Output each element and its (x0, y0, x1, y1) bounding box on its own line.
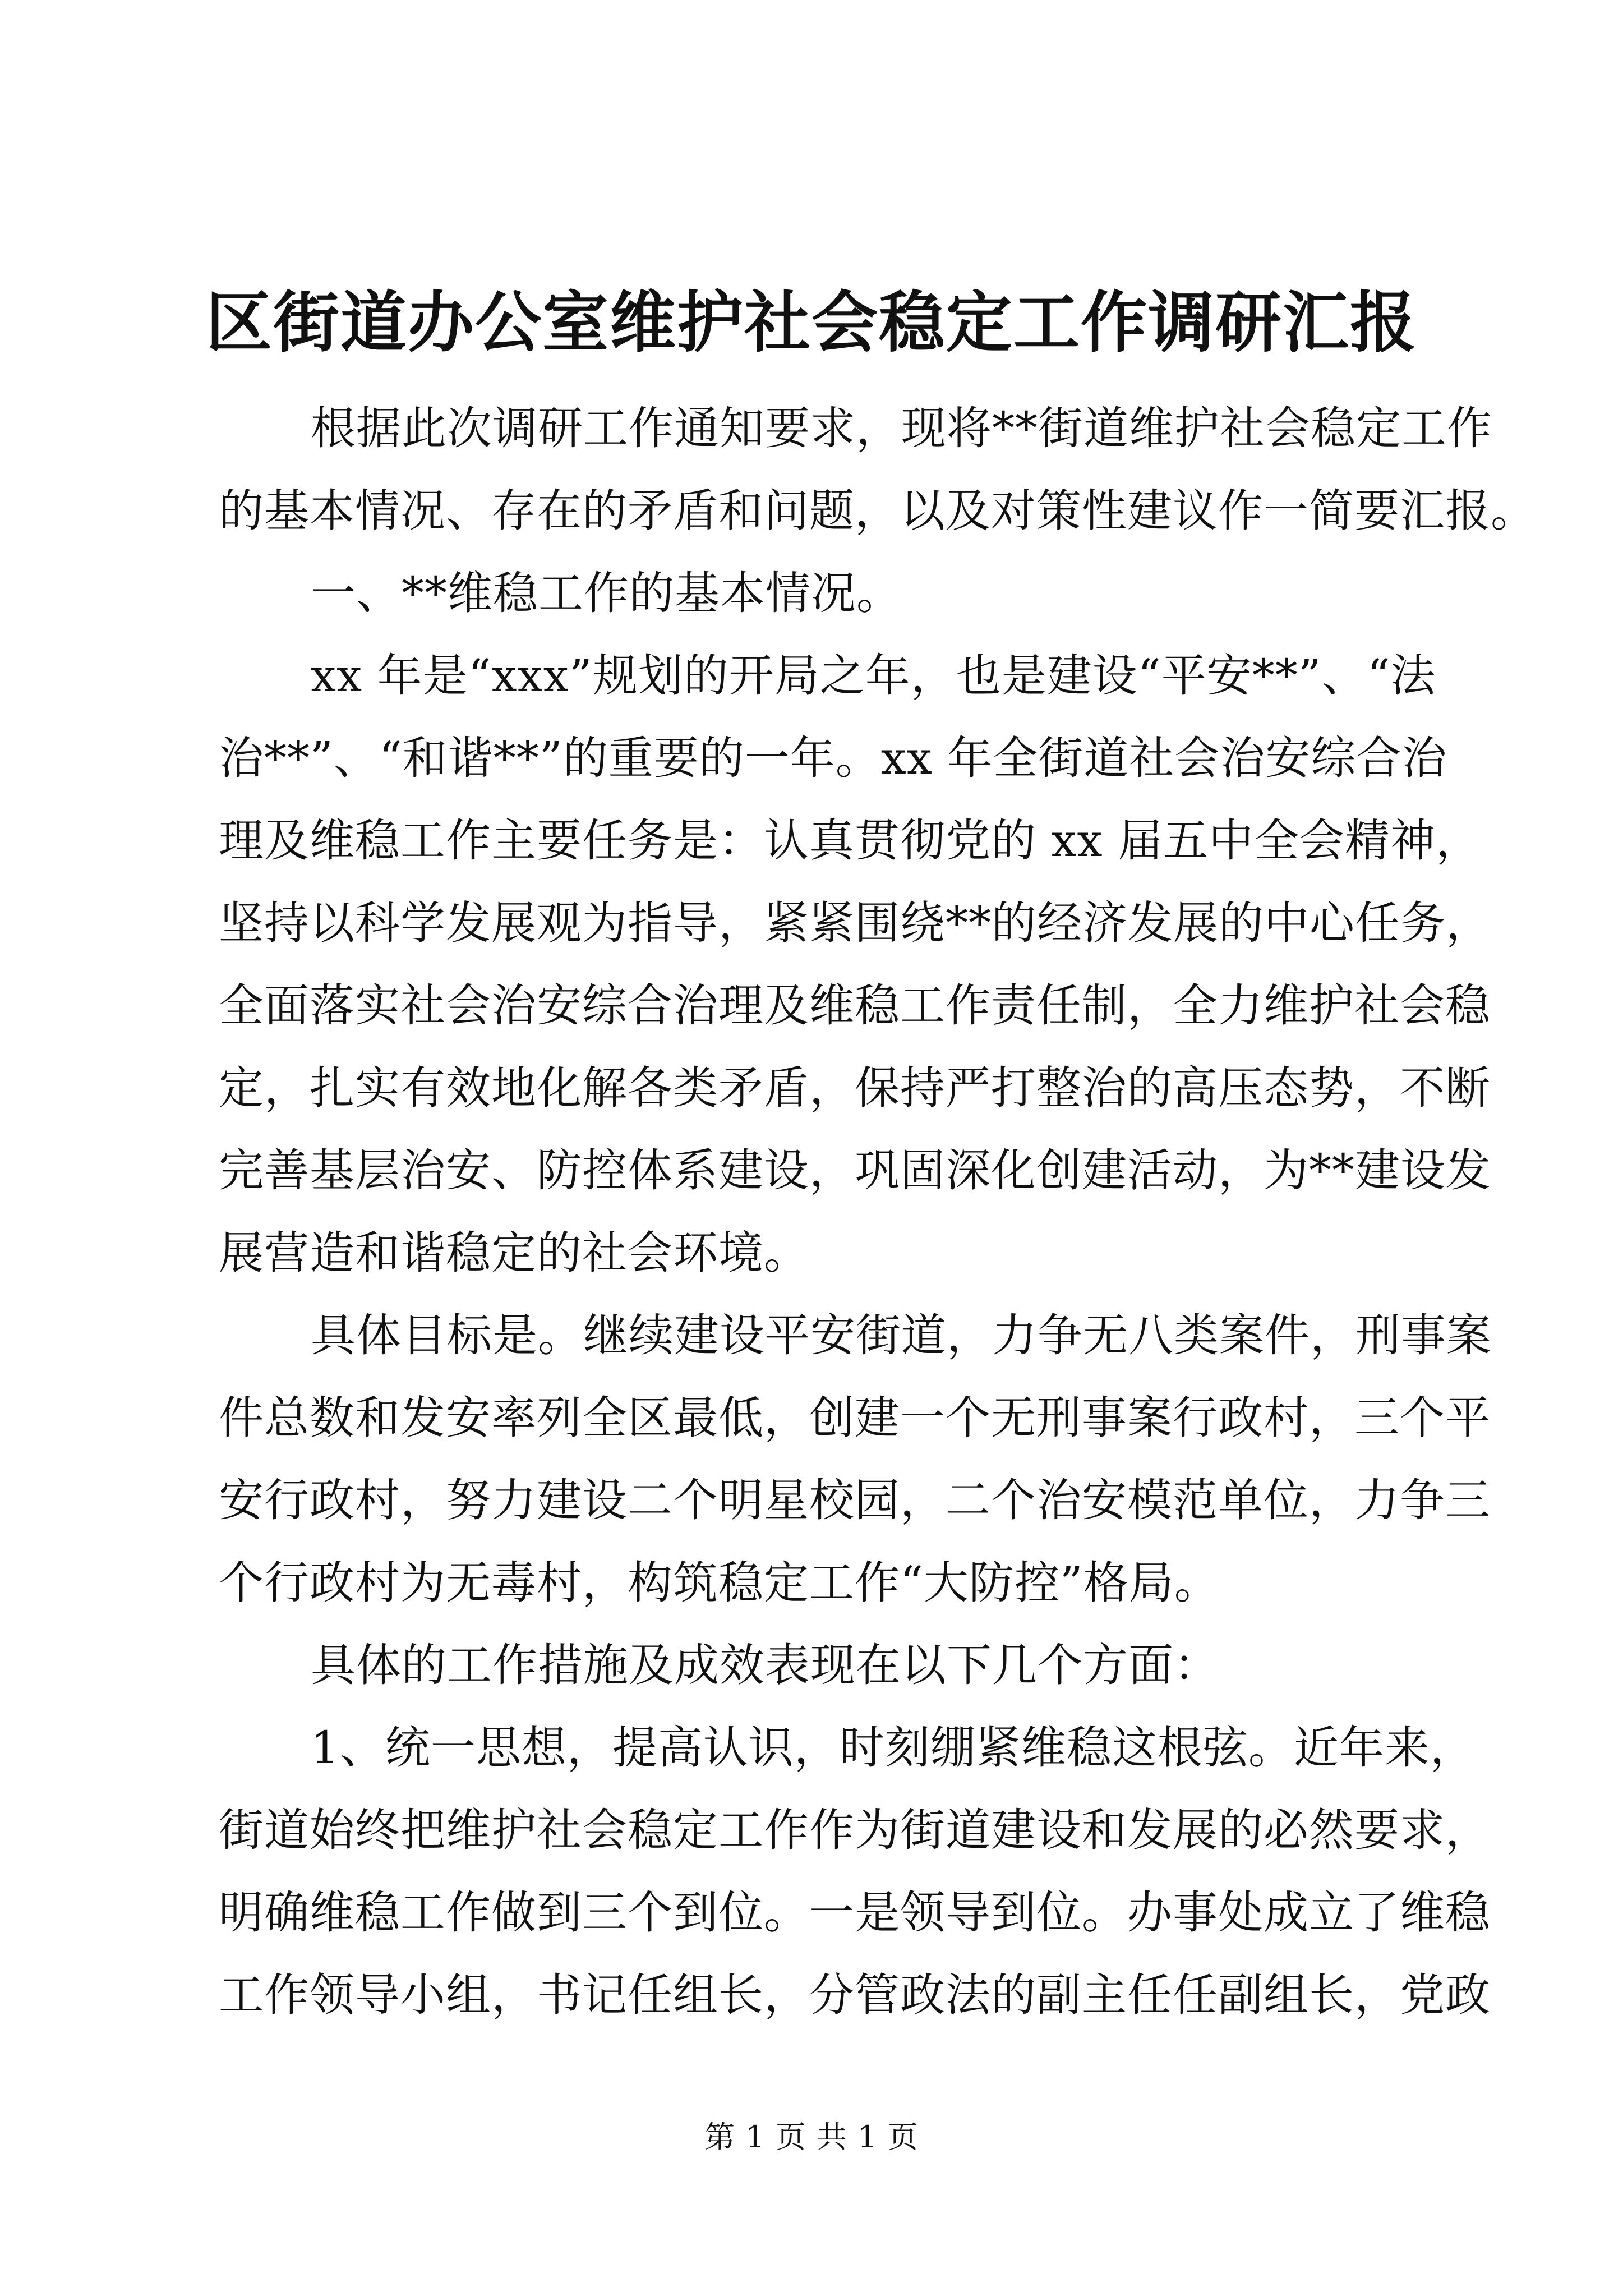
page-number-footer: 第 1 页 共 1 页 (704, 2119, 919, 2155)
paragraph-line: 展营造和谐稳定的社会环境。 (219, 1227, 809, 1279)
paragraph-line: 街道始终把维护社会稳定工作作为街道建设和发展的必然要求， (219, 1804, 1491, 1856)
paragraph-line: 理及维稳工作主要任务是：认真贯彻党的 xx 届五中全会精神， (219, 815, 1482, 867)
paragraph-line: 具体的工作措施及成效表现在以下几个方面： (311, 1639, 1219, 1691)
paragraph-line: 明确维稳工作做到三个到位。一是领导到位。办事处成立了维稳 (219, 1887, 1491, 1939)
paragraph-line: 完善基层治安、防控体系建设，巩固深化创建活动，为**建设发 (219, 1144, 1491, 1197)
paragraph-line: 坚持以科学发展观为指导，紧紧围绕**的经济发展的中心任务， (219, 897, 1491, 949)
paragraph-line: 定，扎实有效地化解各类矛盾，保持严打整治的高压态势，不断 (219, 1062, 1491, 1114)
document-title: 区街道办公室维护社会稳定工作调研汇报 (205, 283, 1417, 361)
paragraph-line: 治**”、“和谐**”的重要的一年。xx 年全街道社会治安综合治 (219, 732, 1447, 784)
paragraph-line: 工作领导小组，书记任组长，分管政法的副主任任副组长，党政 (219, 1969, 1491, 2021)
section-heading: 一、**维稳工作的基本情况。 (311, 567, 902, 619)
paragraph-line: 件总数和发安率列全区最低，创建一个无刑事案行政村，三个平 (219, 1392, 1491, 1444)
paragraph-line: 1、统一思想，提高认识，时刻绷紧维稳这根弦。近年来， (311, 1722, 1476, 1774)
paragraph-line: xx 年是“xxx”规划的开局之年，也是建设“平安**”、“法 (311, 650, 1436, 702)
paragraph-line: 具体目标是。继续建设平安街道，力争无八类案件，刑事案 (311, 1309, 1492, 1361)
paragraph-line: 根据此次调研工作通知要求，现将**街道维护社会稳定工作 (311, 402, 1492, 454)
document-body (219, 387, 1536, 2036)
paragraph-line: 全面落实社会治安综合治理及维稳工作责任制，全力维护社会稳 (219, 979, 1491, 1032)
paragraph-line: 的基本情况、存在的矛盾和问题，以及对策性建议作一简要汇报。 (219, 485, 1536, 537)
paragraph-line: 个行政村为无毒村，构筑稳定工作“大防控”格局。 (219, 1557, 1220, 1609)
paragraph-line: 安行政村，努力建设二个明星校园，二个治安模范单位，力争三 (219, 1474, 1491, 1526)
